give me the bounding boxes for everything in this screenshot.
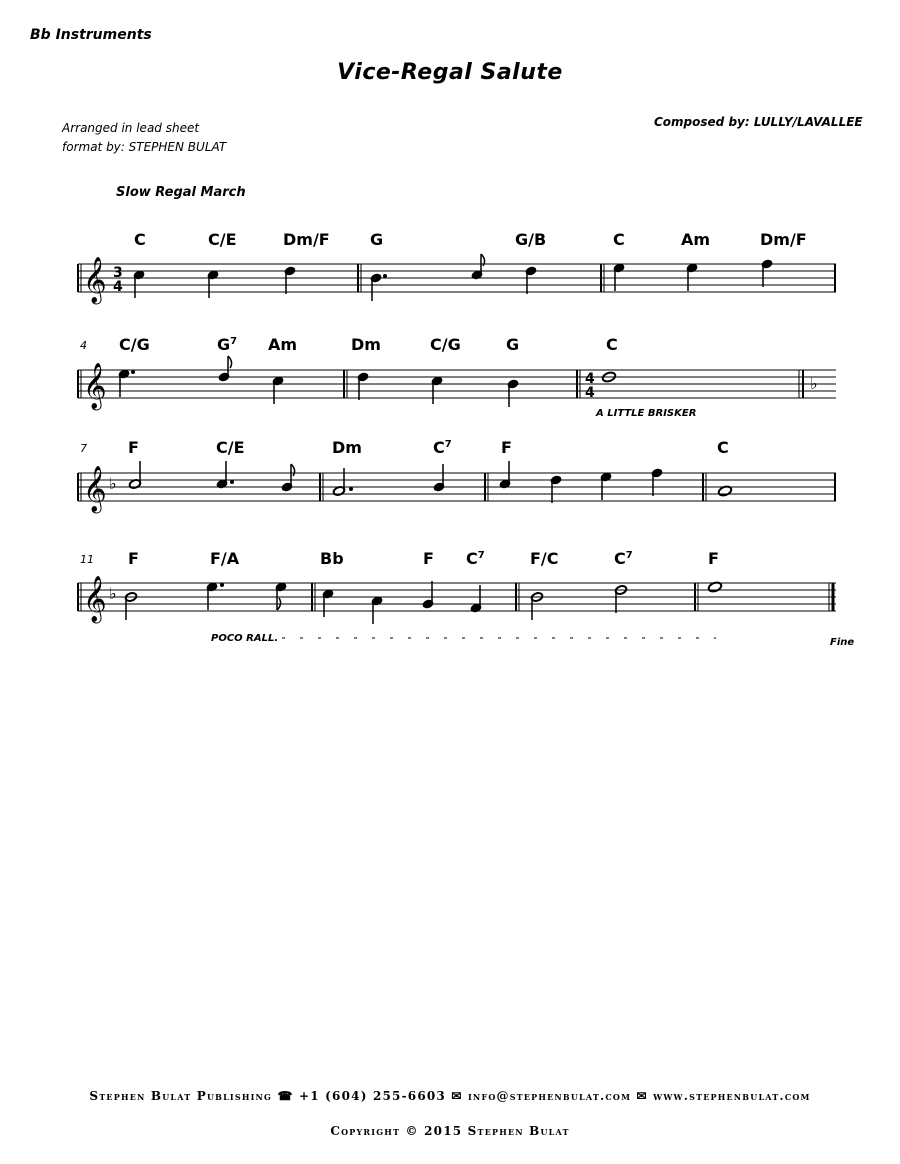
treble-clef-icon: 𝄞 [83, 363, 107, 409]
chord-symbol: Dm/F [760, 230, 807, 249]
staff-system-4 [78, 549, 854, 648]
chord-symbol: C/E [216, 438, 245, 457]
chord-symbol: Dm [351, 335, 381, 354]
chord-symbol: Bb [320, 549, 344, 568]
time-signature-3-4 [113, 265, 123, 295]
expression-marking: A LITTLE BRISKER [596, 408, 697, 419]
chord-symbol: F [708, 549, 719, 568]
chord-symbols-system-1 [134, 230, 807, 249]
chord-symbol: $C^7$ [433, 438, 452, 457]
time-sig-bottom: 4 [113, 279, 123, 295]
chord-symbol: C/G [119, 335, 150, 354]
measure-number: 7 [80, 442, 87, 455]
chord-symbol: G/B [515, 230, 547, 249]
time-sig-top: 4 [585, 371, 595, 387]
chord-symbol: $G^7$ [217, 335, 238, 354]
chord-symbol: F/C [530, 549, 559, 568]
chord-symbol: C [717, 438, 729, 457]
chord-symbol: G [506, 335, 520, 354]
measure-number: 4 [80, 339, 87, 352]
flat-key-signature-icon: ♭ [810, 374, 818, 393]
page-title: Vice-Regal Salute [337, 60, 563, 85]
treble-clef-icon: 𝄞 [83, 257, 107, 303]
chord-symbol: F/A [210, 549, 240, 568]
measure-number: 11 [80, 553, 94, 566]
staff-system-2 [78, 335, 836, 419]
notes [118, 356, 616, 407]
chord-symbol: G [370, 230, 384, 249]
chord-symbol: Am [681, 230, 711, 249]
staff-system-3 [78, 438, 836, 514]
flat-key-signature-icon: ♭ [109, 584, 117, 603]
arranger-line-2: format by: STEPHEN BULAT [62, 140, 227, 154]
expression-marking: POCO RALL. [211, 633, 279, 644]
treble-clef-icon: 𝄞 [83, 466, 107, 512]
notes [129, 461, 733, 503]
chord-symbol: $C^7$ [614, 549, 633, 568]
chord-symbol: F [128, 438, 139, 457]
chord-symbols-system-3 [128, 438, 729, 457]
chord-symbol: C/E [208, 230, 237, 249]
chord-symbol: C [134, 230, 146, 249]
instrument-label: Bb Instruments [30, 27, 152, 43]
chord-symbol: C/G [430, 335, 461, 354]
chord-symbol: C [613, 230, 625, 249]
treble-clef-icon: 𝄞 [83, 576, 107, 622]
chord-symbol: C [606, 335, 618, 354]
copyright-footer: Copyright © 2015 Stephen Bulat [330, 1124, 570, 1138]
composer-credit: Composed by: LULLY/LAVALLEE [654, 115, 863, 129]
chord-symbol: Dm/F [283, 230, 330, 249]
time-sig-bottom: 4 [585, 385, 595, 401]
chord-symbols-system-2 [119, 335, 618, 354]
chord-symbol: F [128, 549, 139, 568]
chord-symbol: $C^7$ [466, 549, 485, 568]
chord-symbol: Dm [332, 438, 362, 457]
arranger-line-1: Arranged in lead sheet [62, 121, 200, 135]
publisher-footer: Stephen Bulat Publishing ☎ +1 (604) 255-6603 ✉ info@stephenbulat.com ✉ www.stephenbulat.com [89, 1089, 811, 1103]
staff-system-1 [78, 230, 836, 305]
chord-symbol: F [501, 438, 512, 457]
notes [125, 581, 723, 624]
chord-symbol: F [423, 549, 434, 568]
flat-key-signature-icon: ♭ [109, 474, 117, 493]
tempo-marking: Slow Regal March [116, 185, 246, 200]
time-signature-4-4 [585, 371, 595, 401]
time-sig-top: 3 [113, 265, 123, 281]
fine-marking: Fine [830, 637, 855, 648]
chord-symbols-system-4 [128, 549, 719, 568]
chord-symbol: Am [268, 335, 298, 354]
